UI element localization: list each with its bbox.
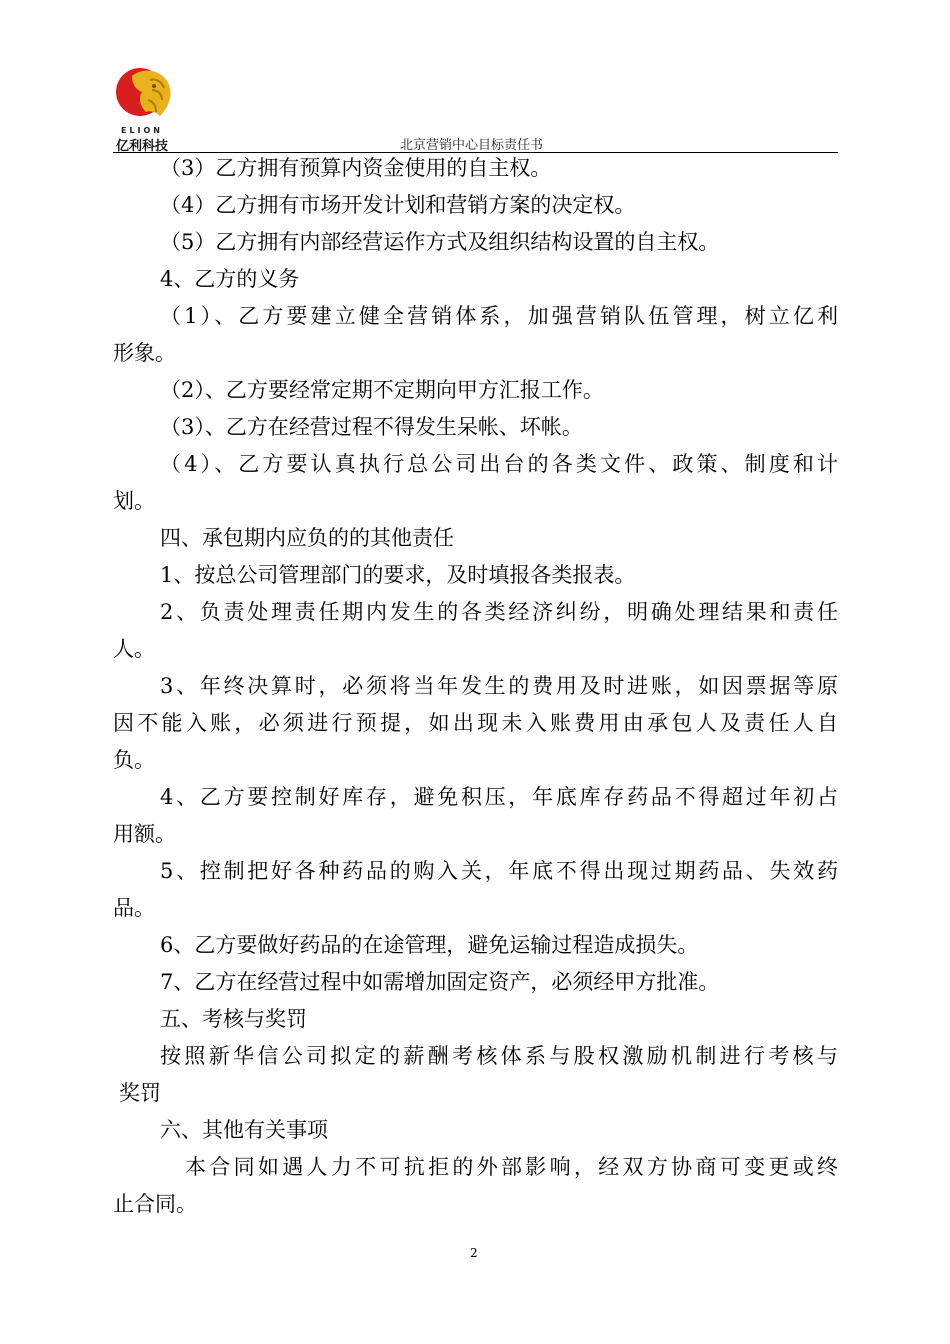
logo-wordmark-latin: ELION [120, 126, 164, 135]
body-line: 划。 [113, 489, 155, 513]
document-header-title: 北京营销中心目标责任书 [400, 138, 544, 153]
body-line: 1、按总公司管理部门的要求，及时填报各类报表。 [160, 563, 636, 587]
body-line: 用额。 [113, 822, 176, 846]
page-number: 2 [470, 1246, 478, 1260]
body-line: 人。 [113, 637, 155, 661]
body-line: 4、乙方要控制好库存，避免积压，年底库存药品不得超过年初占 [160, 785, 838, 809]
section-heading: 4、乙方的义务 [160, 267, 300, 291]
company-logo [110, 62, 174, 152]
section-heading: 六、其他有关事项 [160, 1118, 328, 1142]
body-line: 2、负责处理责任期内发生的各类经济纠纷，明确处理结果和责任 [160, 600, 838, 624]
body-line: 3、年终决算时，必须将当年发生的费用及时进账，如因票据等原 [160, 674, 838, 698]
body-line: 形象。 [113, 341, 176, 365]
body-line: （3）、乙方在经营过程不得发生呆帐、坏帐。 [160, 415, 583, 439]
body-line: 6、乙方要做好药品的在途管理，避免运输过程造成损失。 [160, 933, 699, 957]
logo-wordmark-chinese: 亿利科技 [115, 139, 168, 154]
body-line: 奖罚 [119, 1081, 161, 1105]
lion-logo-icon [110, 62, 174, 126]
body-line: 按照新华信公司拟定的薪酬考核体系与股权激励机制进行考核与 [160, 1044, 838, 1068]
body-line: 本合同如遇人力不可抗拒的外部影响，经双方协商可变更或终 [185, 1155, 838, 1179]
body-line: 因不能入账，必须进行预提，如出现未入账费用由承包人及责任人自 [113, 711, 838, 735]
body-line: （4）、乙方要认真执行总公司出台的各类文件、政策、制度和计 [160, 452, 838, 476]
body-line: （3）乙方拥有预算内资金使用的自主权。 [160, 156, 552, 180]
body-line: （2）、乙方要经常定期不定期向甲方汇报工作。 [160, 378, 604, 402]
body-line: （1）、乙方要建立健全营销体系，加强营销队伍管理，树立亿利 [160, 304, 838, 328]
body-line: 品。 [113, 896, 155, 920]
body-line: 负。 [113, 748, 155, 772]
body-line: 止合同。 [113, 1192, 197, 1216]
section-heading: 四、承包期内应负的的其他责任 [160, 526, 454, 550]
body-line: （5）乙方拥有内部经营运作方式及组织结构设置的自主权。 [160, 230, 720, 254]
section-heading: 五、考核与奖罚 [160, 1007, 307, 1031]
body-line: 5、控制把好各种药品的购入关，年底不得出现过期药品、失效药 [160, 859, 838, 883]
body-line: 7、乙方在经营过程中如需增加固定资产，必须经甲方批准。 [160, 970, 720, 994]
body-line: （4）乙方拥有市场开发计划和营销方案的决定权。 [160, 193, 636, 217]
